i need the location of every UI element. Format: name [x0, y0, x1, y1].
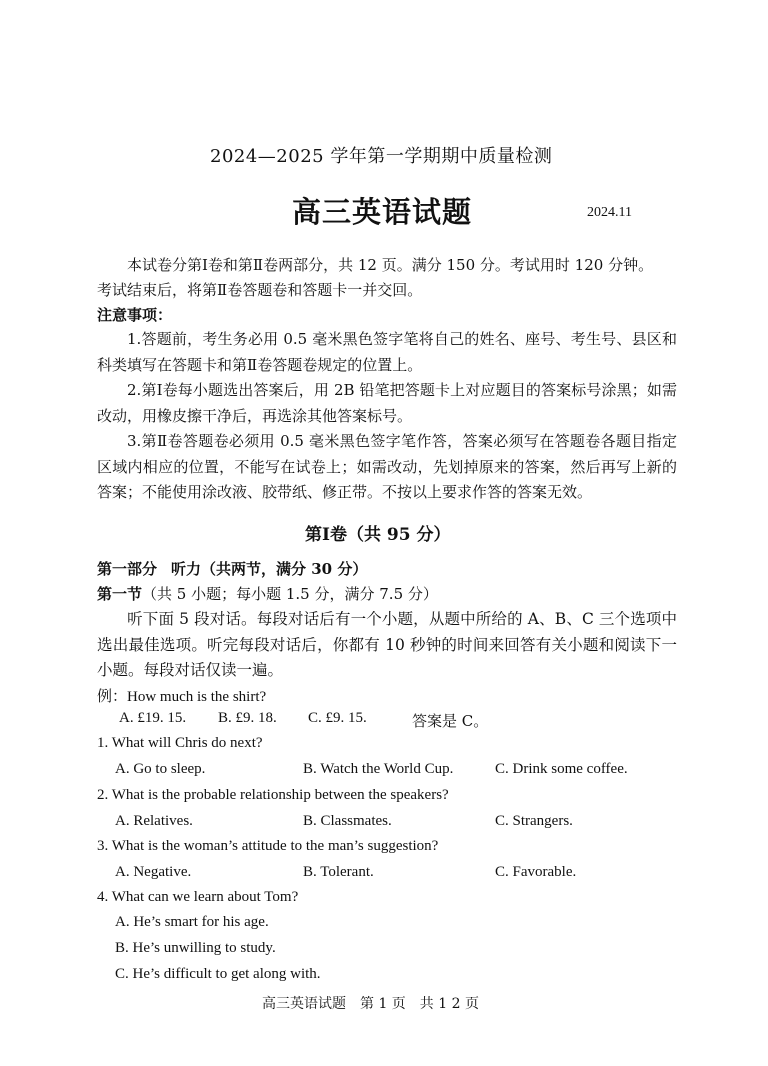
- volume-title: 第Ⅰ卷（共 95 分）: [305, 525, 451, 545]
- page-footer: 高三英语试题 第 1 页 共 1 2 页: [262, 996, 479, 1012]
- part1-heading: [97, 558, 367, 579]
- exam-date: 2024.11: [587, 205, 632, 220]
- question-2-option-a: A. Relatives.: [115, 813, 193, 829]
- example-question: 例：How much is the shirt?: [97, 689, 267, 705]
- notice-item-2: [97, 378, 677, 429]
- example-option-c: C. £9. 15.: [308, 710, 367, 726]
- example-option-a: A. £19. 15.: [119, 710, 187, 726]
- question-2: [97, 787, 449, 804]
- question-text: What can we learn about Tom?: [111, 889, 299, 905]
- section1-label: 第一节: [97, 585, 143, 603]
- notice-item-1-text: 1.答题前，考生务必用 0.5 毫米黑色签字笔将自己的姓名、座号、考生号、县区和科类填写在答题卡和第Ⅱ卷答题卷规定的位置上。: [97, 330, 677, 374]
- question-text: What will Chris do next?: [111, 735, 263, 751]
- term-title: 2024—2025 学年第一学期期中质量检测: [210, 146, 553, 167]
- notice-heading: 注意事项：: [97, 306, 173, 324]
- section1-instructions: [97, 607, 677, 684]
- question-4: [97, 889, 298, 906]
- notice-item-3-text: 3.第Ⅱ卷答题卷必须用 0.5 毫米黑色签字笔作答，答案必须写在答题卷各题目指定区域内相应的位置，不能写在试卷上；如需改动，先划掉原来的答案，然后再写上新的答案；不能使用涂改液、胶带纸、修正带。不按以上要求作答的答案无效。: [97, 432, 677, 501]
- question-3-option-a: A. Negative.: [115, 864, 192, 880]
- section1-heading: [97, 583, 438, 604]
- question-text: What is the woman’s attitude to the man’s suggestion?: [111, 838, 439, 854]
- question-4-option-c: C. He’s difficult to get along with.: [115, 966, 321, 982]
- example-option-b: B. £9. 18.: [218, 710, 277, 726]
- question-number: 3.: [97, 838, 109, 854]
- question-number: 4.: [97, 889, 109, 905]
- intro-line-1: 本试卷分第Ⅰ卷和第Ⅱ卷两部分，共 12 页。满分 150 分。考试用时 120 分钟。: [127, 256, 654, 274]
- question-number: 1.: [97, 735, 109, 751]
- section1-label-rest: （共 5 小题；每小题 1.5 分，满分 7.5 分）: [142, 585, 438, 603]
- question-4-option-a: A. He’s smart for his age.: [115, 914, 269, 930]
- part1-label-rest: 听力（共两节，满分 30 分）: [171, 560, 368, 578]
- question-2-option-b: B. Classmates.: [303, 813, 392, 829]
- question-1-option-a: A. Go to sleep.: [115, 761, 206, 777]
- question-1-option-b: B. Watch the World Cup.: [303, 761, 454, 777]
- question-2-option-c: C. Strangers.: [495, 813, 573, 829]
- exam-title: 高三英语试题: [292, 195, 473, 229]
- section1-instructions-text: 听下面 5 段对话。每段对话后有一个小题，从题中所给的 A、B、C 三个选项中选出最佳选项。听完每段对话后，你都有 10 秒钟的时间来回答有关小题和阅读下一小题。每段对话仅读一遍。: [97, 610, 677, 679]
- notice-item-2-text: 2.第Ⅰ卷每小题选出答案后，用 2B 铅笔把答题卡上对应题目的答案标号涂黑；如需改动，用橡皮擦干净后，再选涂其他答案标号。: [97, 381, 677, 425]
- question-3-option-c: C. Favorable.: [495, 864, 577, 880]
- question-3: [97, 838, 438, 855]
- question-4-option-b: B. He’s unwilling to study.: [115, 940, 276, 956]
- part1-label: 第一部分: [97, 560, 158, 578]
- question-text: What is the probable relationship between the speakers?: [111, 787, 449, 803]
- notice-item-3: [97, 429, 677, 506]
- question-3-option-b: B. Tolerant.: [303, 864, 374, 880]
- question-1-option-c: C. Drink some coffee.: [495, 761, 628, 777]
- question-number: 2.: [97, 787, 109, 803]
- question-1: [97, 735, 263, 752]
- notice-item-1: [97, 327, 677, 378]
- intro-line-2: 考试结束后，将第Ⅱ卷答题卷和答题卡一并交回。: [97, 281, 423, 299]
- example-answer: 答案是 C。: [412, 712, 489, 730]
